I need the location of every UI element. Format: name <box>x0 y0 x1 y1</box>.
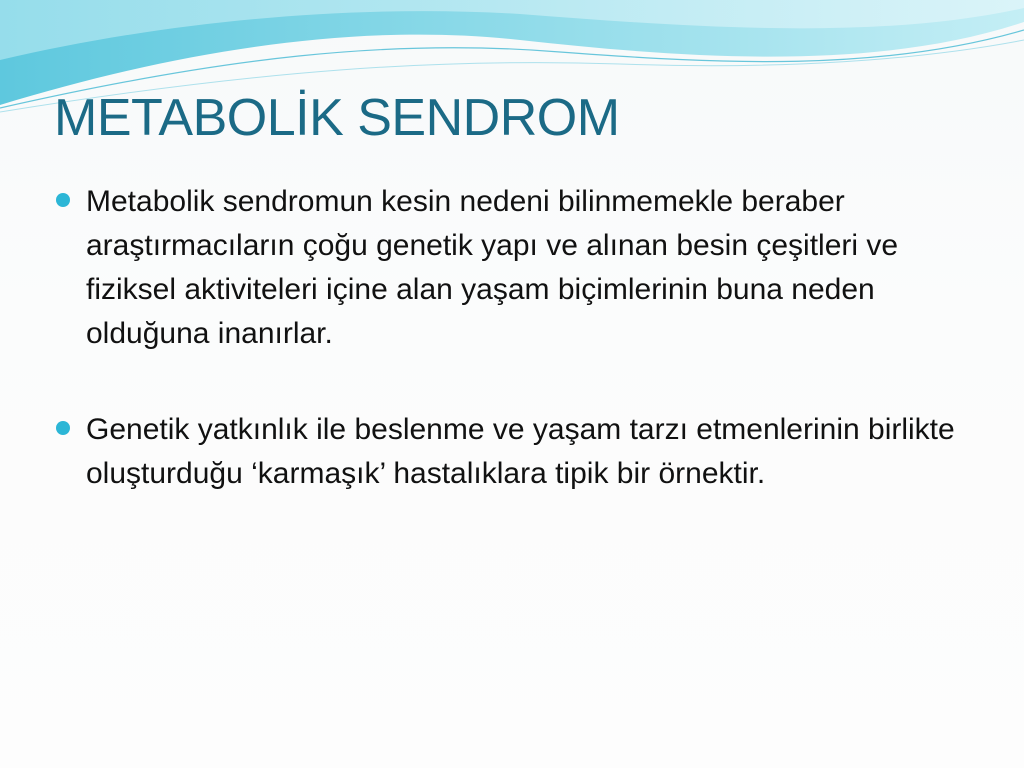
bullet-text: Genetik yatkınlık ile beslenme ve yaşam tarzı etmenlerinin birlikte oluşturduğu ‘karmaşık’ hastalıklara tipik bir örnektir. <box>86 413 955 490</box>
bullet-item <box>56 408 956 496</box>
bullet-dot-icon <box>56 193 70 207</box>
bullet-item <box>56 180 956 356</box>
bullet-list <box>56 180 956 548</box>
bullet-text: Metabolik sendromun kesin nedeni bilinmemekle beraber araştırmacıların çoğu genetik yapı ve alınan besin çeşitleri ve fiziksel aktiviteleri içine alan yaşam biçimlerinin buna neden olduğuna inanırlar. <box>86 185 899 350</box>
bullet-dot-icon <box>56 421 70 435</box>
slide-title: METABOLİK SENDROM <box>54 89 620 147</box>
